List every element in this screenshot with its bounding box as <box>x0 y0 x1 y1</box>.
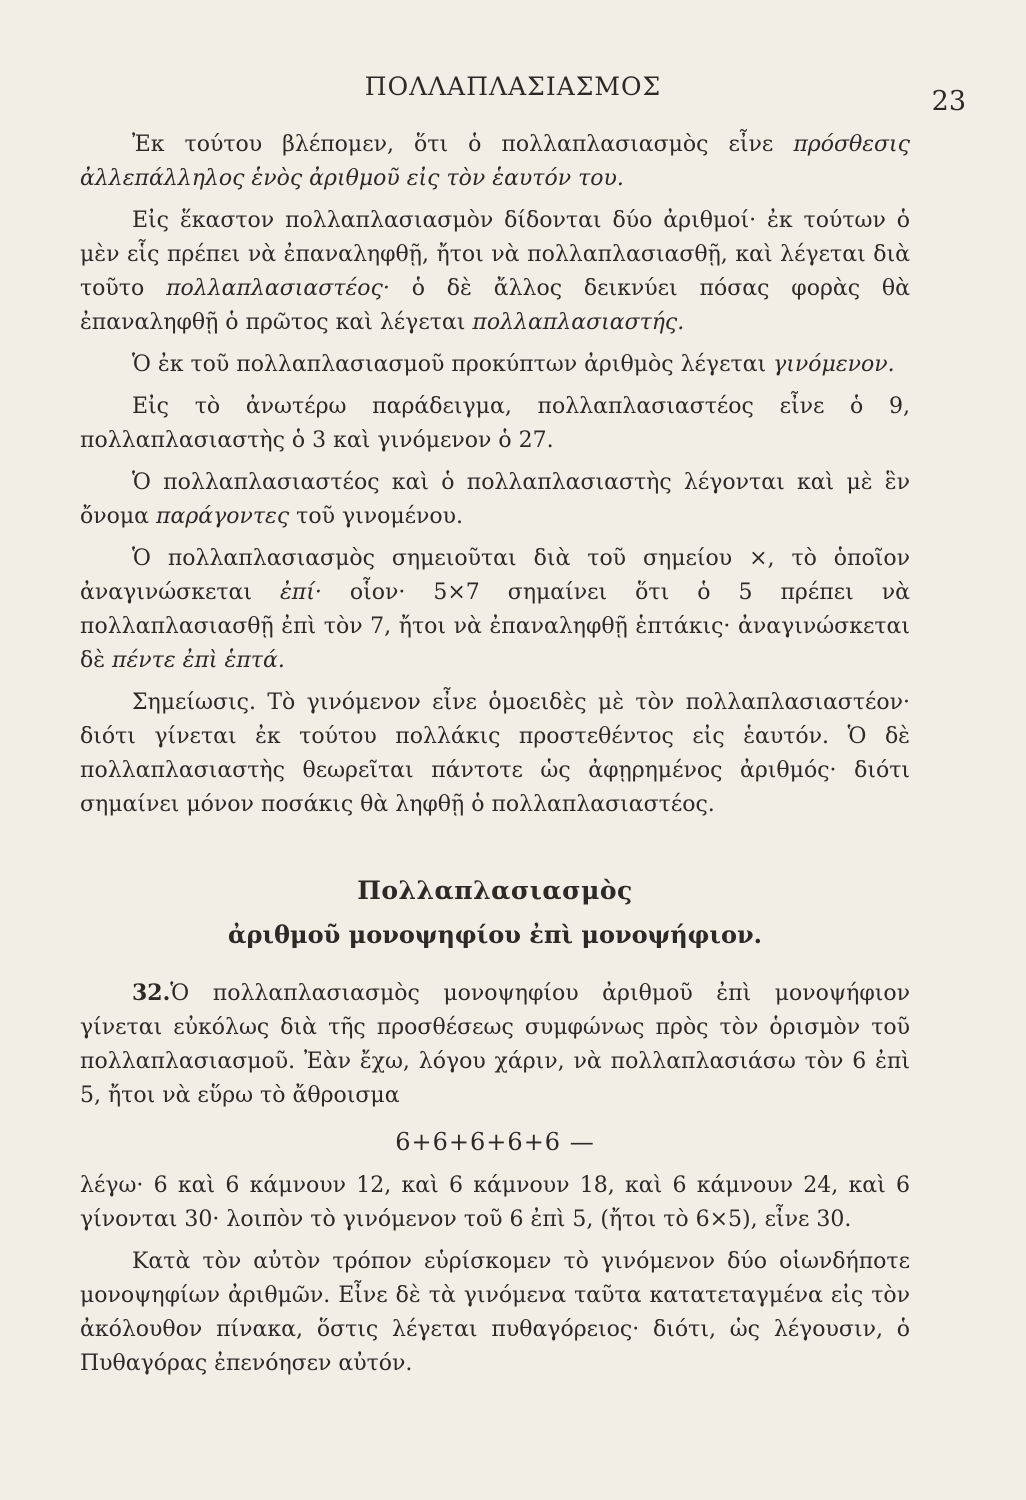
paragraph-9: λέγω· 6 καὶ 6 κάμνουν 12, καὶ 6 κάμνουν 18, καὶ 6 κάμνουν 24, καὶ 6 γίνονται 30· λοιπὸν τὸ γινόμενον τοῦ 6 ἐπὶ 5, (ἤτοι τὸ 6×5), εἶνε 30. <box>80 1173 910 1232</box>
paragraph-5 <box>80 466 910 534</box>
paragraph-6-text-b: οἷον· 5×7 σημαίνει ὅτι ὁ 5 πρέπει νὰ πολλαπλασιασθῇ ἐπὶ τὸν 7, ἤτοι νὰ ἐπαναληφθῇ ἑπτάκις· ἀναγινώσκεται δὲ <box>80 580 910 673</box>
paragraph-6-emphasis-2: πέντε ἐπὶ ἑπτά. <box>112 648 285 673</box>
paragraph-6-text-a: Ὁ πολλαπλασιασμὸς σημειοῦται διὰ τοῦ σημείου ×, τὸ ὁποῖον ἀναγινώσκεται <box>80 546 910 605</box>
running-title: ΠΟΛΛΑΠΛΑΣΙΑΣΜΟΣ <box>364 72 662 101</box>
page-body <box>80 128 910 1389</box>
paragraph-10: Κατὰ τὸν αὐτὸν τρόπον εὑρίσκομεν τὸ γινόμενον δύο οἱωνδήποτε μονοψηφίων ἀριθμῶν. Εἶνε δὲ τὰ γινόμενα ταῦτα κατατεταγμένα εἰς τὸν ἀκόλουθον πίνακα, ὅστις λέγεται πυθαγόρειος· διότι, ὡς λέγουσιν, ὁ Πυθαγόρας ἐπενόησεν αὐτόν. <box>80 1249 910 1376</box>
section-32-text: Ὁ πολλαπλασιασμὸς μονοψηφίου ἀριθμοῦ ἐπὶ μονοψήφιον γίνεται εὐκόλως διὰ τῆς προσθέσεως συμφώνως πρὸς τὸν ὁρισμὸν τοῦ πολλαπλασιασμοῦ. Ἐὰν ἔχω, λόγου χάριν, νὰ πολλαπλασιάσω τὸν 6 ἐπὶ 5, ἤτοι νὰ εὕρω τὸ ἄθροισμα <box>80 981 910 1108</box>
paragraph-5-text-b: τοῦ γινομένου. <box>289 504 464 529</box>
paragraph-5-emphasis: παράγοντες <box>156 504 290 529</box>
page-header <box>60 72 966 117</box>
page-number: 23 <box>931 86 966 117</box>
section-title: Πολλαπλασιασμὸς <box>357 876 633 905</box>
paragraph-1-text: Ἐκ τούτου βλέπομεν, ὅτι ὁ πολλαπλασιασμὸς εἶνε <box>132 132 794 157</box>
paragraph-2-emphasis-1: πολλαπλασιαστέος· <box>166 276 390 301</box>
paragraph-3-emphasis: γινόμενον. <box>773 352 895 377</box>
paragraph-1 <box>80 128 910 196</box>
paragraph-2-emphasis-2: πολλαπλασιαστής. <box>472 310 685 335</box>
paragraph-6 <box>80 542 910 678</box>
sum-formula: 6+6+6+6+6 — <box>395 1128 595 1156</box>
section-32-paragraph <box>80 976 910 1113</box>
paragraph-6-emphasis-1: ἐπί· <box>280 580 322 605</box>
paragraph-2 <box>80 204 910 340</box>
note-paragraph: Σημείωσις. Τὸ γινόμενον εἶνε ὁμοειδὲς μὲ τὸν πολλαπλασιαστέον· διότι γίνεται ἐκ τούτου πολλάκις προστεθέντος εἰς ἑαυτόν. Ὁ δὲ πολλαπλασιαστὴς θεωρεῖται πάντοτε ὡς ἀφῃρημένος ἀριθμός· διότι σημαίνει μόνον ποσάκις θὰ ληφθῇ ὁ πολλαπλασιαστέος. <box>80 690 910 817</box>
paragraph-2-text-b: ὁ δὲ ἄλλος δεικνύει πόσας φορὰς θὰ ἐπαναληφθῇ ὁ πρῶτος καὶ λέγεται <box>80 276 911 335</box>
paragraph-3-text: Ὁ ἐκ τοῦ πολλαπλασιασμοῦ προκύπτων ἀριθμὸς λέγεται <box>132 352 774 377</box>
paragraph-1-emphasis: πρόσθεσις ἀλλεπάλληλος ἑνὸς ἀριθμοῦ εἰς τὸν ἑαυτόν του. <box>80 132 910 191</box>
paragraph-5-text-a: Ὁ πολλαπλασιαστέος καὶ ὁ πολλαπλασιαστὴς λέγονται καὶ μὲ ἓν ὄνομα <box>80 470 910 529</box>
section-number: 32. <box>132 980 171 1006</box>
paragraph-3 <box>80 348 910 382</box>
paragraph-4: Εἰς τὸ ἀνωτέρω παράδειγμα, πολλαπλασιαστέος εἶνε ὁ 9, πολλαπλασιαστὴς ὁ 3 καὶ γινόμενον ὁ 27. <box>80 394 910 453</box>
paragraph-2-text-a: Εἰς ἕκαστον πολλαπλασιασμὸν δίδονται δύο ἀριθμοί· ἐκ τούτων ὁ μὲν εἷς πρέπει νὰ ἐπαναληφθῇ, ἤτοι νὰ πολλαπλασιασθῇ, καὶ λέγεται διὰ τοῦτο <box>80 208 910 301</box>
section-subtitle: ἀριθμοῦ μονοψηφίου ἐπὶ μονοψήφιον. <box>228 920 762 949</box>
